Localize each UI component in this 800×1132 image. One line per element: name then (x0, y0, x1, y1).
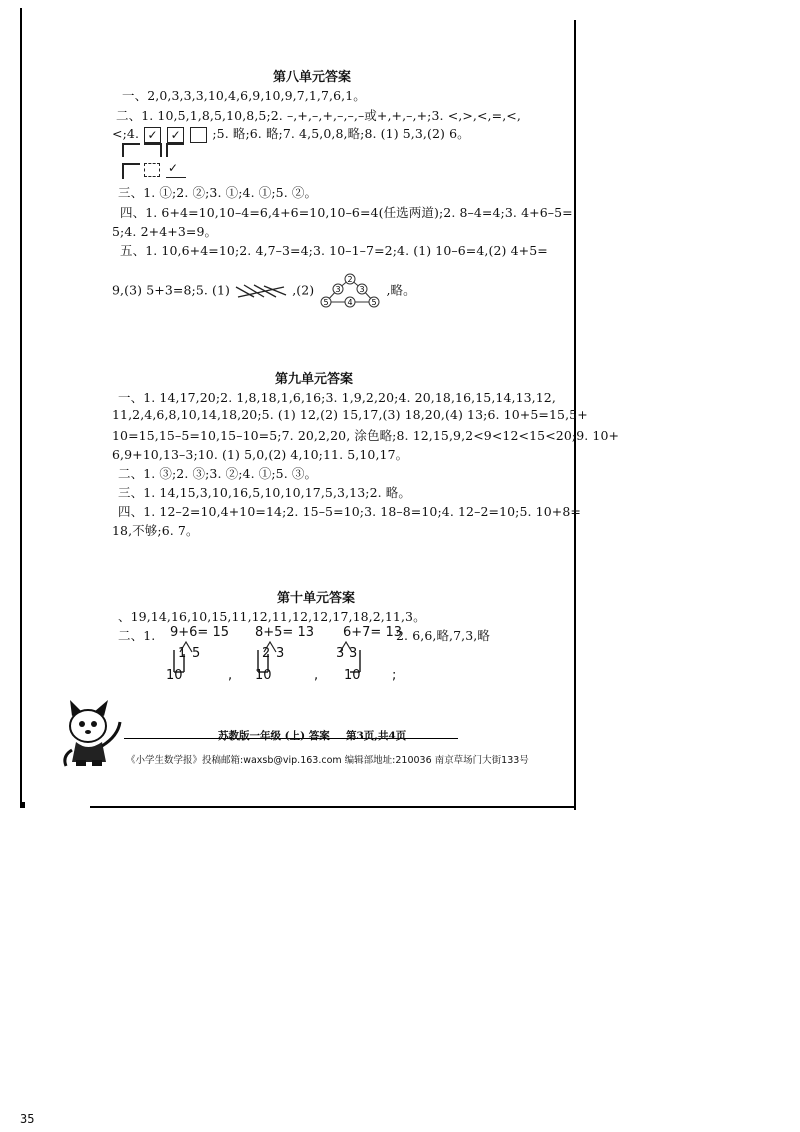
shape-corner-3 (166, 143, 184, 157)
circle-label: 3 (335, 285, 342, 294)
unit8-line3-start: <;4. (112, 126, 140, 141)
unit8-line9-start: 9,(3) 5+3=8;5. (1) (112, 282, 231, 298)
unit8-line1: 一、2,0,3,3,3,10,4,6,9,10,9,7,1,7,6,1。 (122, 88, 366, 103)
crossing-lines-drawing (234, 283, 288, 299)
footer-title: 苏教版一年级 (上) 答案 (218, 730, 330, 742)
footer-page-info: 第3页,共4页 (346, 730, 407, 742)
comma-3: ; (392, 668, 397, 683)
corner-mark (20, 802, 25, 808)
unit9-line2: 11,2,4,6,8,10,14,18,20;5. (1) 12,(2) 15,17,(3) 18,20,(4) 13;6. 10+5=15,5+ (112, 407, 588, 422)
footer-contact: 《小学生数学报》投稿邮箱:waxsb@vip.163.com 编辑部地址:210036 南京草场门大街133号 (126, 755, 529, 766)
check-box-1: ✓ (144, 127, 161, 143)
split-2-a: 2 (262, 646, 271, 661)
unit8-line6: 四、1. 6+4=10,10–4=6,4+6=10,10–6=4(任选两道);2. 8–4=4;3. 4+6–5= (120, 205, 573, 220)
split-2-b: 3 (276, 646, 285, 661)
result-1: 10 (166, 668, 183, 683)
unit8-line3-end: ;5. 略;6. 略;7. 4,5,0,8,略;8. (1) 5,3,(2) 6。 (212, 126, 470, 141)
comma-1: , (228, 668, 233, 683)
circle-label: 3 (359, 285, 366, 294)
shape-corner-4 (122, 163, 140, 179)
circle-label: 5 (323, 298, 330, 307)
unit9-line1: 一、1. 14,17,20;2. 1,8,18,1,6,16;3. 1,9,2,20;4. 20,18,16,15,14,13,12, (118, 390, 556, 405)
unit8-line2: 二、1. 10,5,1,8,5,10,8,5;2. –,+,–,+,–,–,–或+,+,–,+;3. <,>,<,=,<, (116, 108, 521, 123)
shape-corner-2 (144, 143, 162, 157)
left-border-line (20, 8, 22, 808)
unit8-title: 第八单元答案 (272, 70, 351, 85)
bottom-border-line (90, 806, 576, 808)
unit10-line1: 、19,14,16,10,15,11,12,11,12,12,17,18,2,11,3。 (118, 609, 426, 624)
number-triangle-diagram (318, 272, 382, 310)
cat-mascot-illustration (58, 696, 128, 770)
unit8-line3 (112, 124, 470, 143)
result-3: 10 (344, 668, 361, 683)
unit9-title: 第九单元答案 (274, 372, 353, 387)
unit9-line5: 二、1. ③;2. ③;3. ②;4. ①;5. ③。 (118, 466, 318, 481)
unit8-line9-mid: ,(2) (292, 282, 315, 298)
result-2: 10 (255, 668, 272, 683)
unit9-line7: 四、1. 12–2=10,4+10=14;2. 15–5=10;3. 18–8=10;4. 12–2=10;5. 10+8= (118, 504, 581, 519)
shape-underline (166, 177, 186, 178)
unit9-line8: 18,不够;6. 7。 (112, 523, 199, 538)
split-1-a: 1 (178, 646, 187, 661)
unit8-line9 (112, 272, 416, 310)
unit8-line7: 5;4. 2+4+3=9。 (112, 224, 218, 239)
circle-label: 5 (371, 298, 378, 307)
equation-1: 9+6= 15 (170, 625, 230, 640)
split-1-b: 5 (192, 646, 201, 661)
unit8-line9-end: ,略。 (386, 282, 416, 298)
split-3-a: 3 (336, 646, 345, 661)
unit10-line2-rest: 2. 6,6,略,7,3,略 (396, 628, 490, 643)
unit9-line4: 6,9+10,13–3;10. (1) 5,0,(2) 4,10;11. 5,10,17。 (112, 447, 409, 462)
page-number: 35 (20, 1112, 35, 1126)
unit8-line5: 三、1. ①;2. ②;3. ①;4. ①;5. ②。 (118, 185, 318, 200)
equation-3: 6+7= 13 (343, 625, 403, 640)
check-box-3 (190, 127, 207, 143)
shape-square (144, 163, 160, 177)
unit10-title: 第十单元答案 (276, 591, 355, 606)
comma-2: , (314, 668, 319, 683)
unit9-line6: 三、1. 14,15,3,10,16,5,10,10,17,5,3,13;2. 略。 (118, 485, 411, 500)
unit8-line8: 五、1. 10,6+4=10;2. 4,7–3=4;3. 10–1–7=2;4. (1) 10–6=4,(2) 4+5= (120, 243, 548, 258)
circle-label: 4 (347, 298, 354, 307)
equation-2: 8+5= 13 (255, 625, 315, 640)
shape-corner-1 (122, 143, 140, 157)
circle-label: 2 (347, 275, 354, 284)
check-box-2: ✓ (167, 127, 184, 143)
check-mark: ✓ (168, 161, 179, 175)
unit10-line2-label: 二、1. (118, 628, 156, 643)
split-3-b: 3 (349, 646, 358, 661)
unit9-line3: 10=15,15–5=10,15–10=5;7. 20,2,20, 涂色略;8. 12,15,9,2<9<12<15<20;9. 10+ (112, 428, 620, 443)
